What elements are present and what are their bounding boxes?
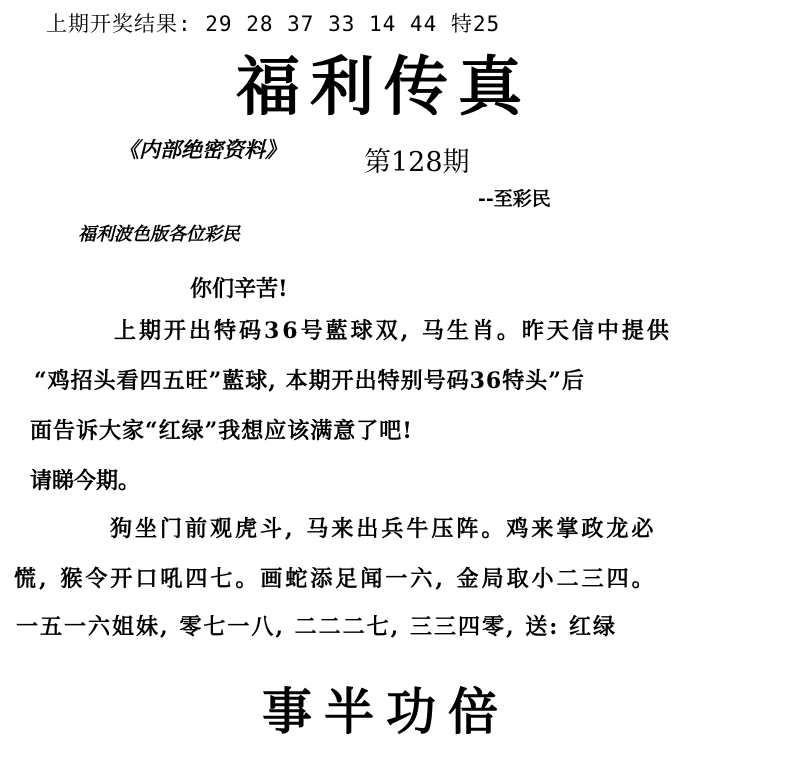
body-line-3: 面告诉大家“红绿”我想应该满意了吧! (30, 418, 413, 444)
salutation: 你们辛苦! (190, 276, 288, 302)
greeting-line: 福利波色版各位彩民 (78, 224, 240, 245)
body-line-6: 慌, 猴令开口吼四七。画蛇添足闻一六, 金局取小二三四。 (14, 566, 657, 592)
body-line-7: 一五一六姐妹, 零七一八, 二二二七, 三三四零, 送: 红绿 (16, 614, 618, 640)
secret-material-label: 《内部绝密资料》 (118, 137, 286, 162)
issue-number: 第128期 (364, 147, 470, 178)
last-draw-result: 上期开奖结果: 29 28 37 33 14 44 特25 (46, 12, 501, 36)
page-title: 福利传真 (236, 50, 532, 125)
body-line-2: “鸡招头看四五旺”藍球, 本期开出特别号码36特头”后 (34, 368, 585, 394)
body-line-5: 狗坐门前观虎斗, 马来出兵牛压阵。鸡来掌政龙必 (110, 516, 657, 542)
addressee-signature: --至彩民 (478, 188, 551, 210)
footer-slogan: 事半功倍 (262, 682, 510, 741)
body-line-4: 请睇今期。 (30, 468, 141, 494)
body-line-1: 上期开出特码36号藍球双, 马生肖。昨天信中提供 (114, 318, 672, 344)
